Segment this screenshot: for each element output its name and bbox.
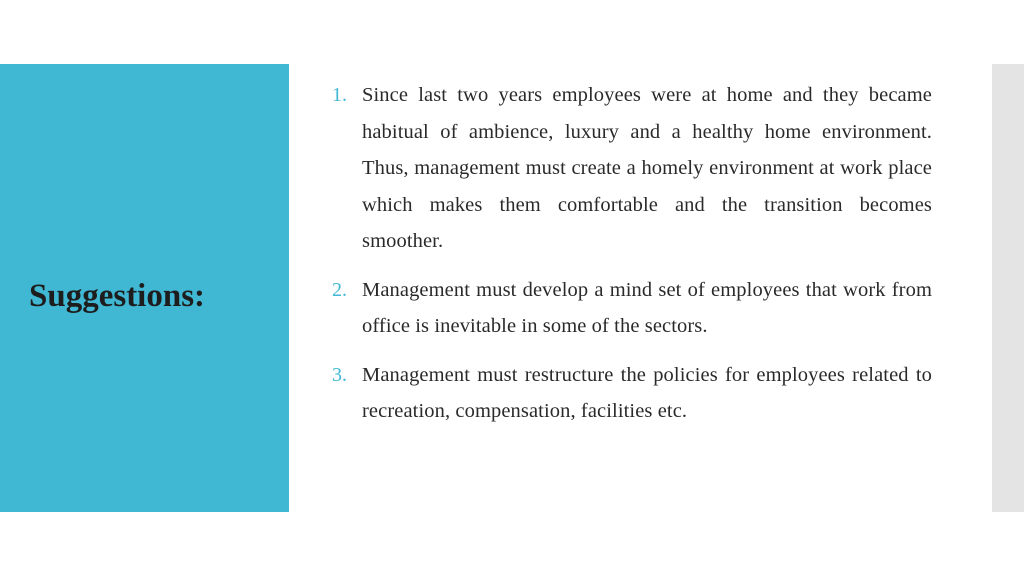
list-number: 1. — [332, 84, 347, 106]
suggestion-list — [332, 77, 932, 442]
slide-title: Suggestions: — [29, 278, 206, 314]
list-item-text: Management must restructure the policies for employees related to recreation, compensation, facilities etc. — [362, 363, 932, 422]
list-number: 3. — [332, 363, 347, 386]
list-item — [332, 77, 932, 260]
list-item — [332, 272, 932, 345]
list-item-text: Management must develop a mind set of employees that work from office is inevitable in some of the sectors. — [362, 278, 932, 337]
list-item — [332, 357, 932, 430]
list-number: 2. — [332, 278, 347, 301]
side-accent-bar — [992, 64, 1024, 512]
list-item-text: Since last two years employees were at home and they became habitual of ambience, luxury and a healthy home environment. Thus, management must create a homely environment at work place which makes them comfortable and the transition becomes smoother. — [362, 84, 932, 252]
